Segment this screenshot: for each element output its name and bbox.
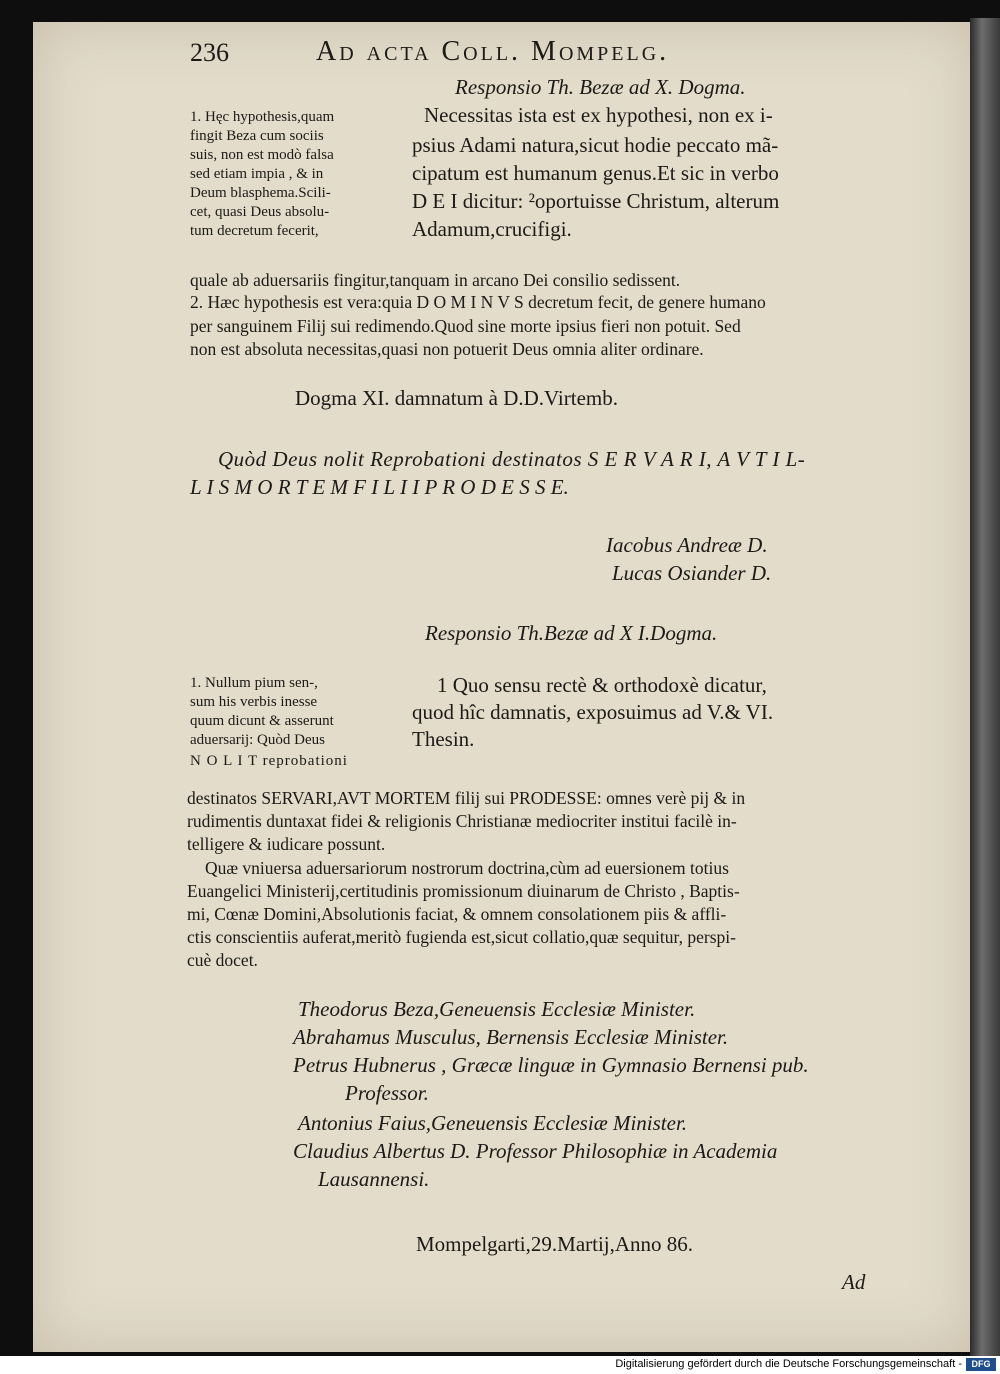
section1-main-line: Adamum,crucifigi. [412,217,572,241]
dogma-title: Dogma XI. damnatum à D.D.Virtemb. [295,386,618,410]
section2-continuation-line: destinatos SERVARI,AVT MORTEM filij sui PRODESSE: omnes verè pij & in [187,788,746,808]
catchword: Ad [842,1270,866,1294]
section2-continuation-line: rudimentis duntaxat fidei & religionis Christianæ mediocriter institui facilè in- [187,811,737,831]
signature-line: Abrahamus Musculus, Bernensis Ecclesiæ Minister. [293,1025,729,1049]
section1-main-line: cipatum est humanum genus.Et sic in verbo [412,161,779,185]
digitization-footer [0,1356,1000,1374]
signature-line: Antonius Faius,Geneuensis Ecclesiæ Minister. [298,1111,688,1135]
signature-line: Lausannensi. [318,1167,430,1191]
running-title: Ad acta Coll. Mompelg. [316,36,670,67]
section2-main-line: quod hîc damnatis, exposuimus ad V.& VI. [412,700,774,724]
dfg-logo: DFG [966,1358,996,1371]
page-number: 236 [190,38,229,67]
section2-margin-note-line: quum dicunt & asserunt [190,713,334,729]
section1-heading: Responsio Th. Bezæ ad X. Dogma. [455,75,746,99]
section1-continuation-line: quale ab aduersariis fingitur,tanquam in arcano Dei consilio sedissent. [190,270,681,290]
section2-margin-note-line: sum his verbis inesse [190,694,318,710]
section1-continuation-line: per sanguinem Filij sui redimendo.Quod sine morte ipsius fieri non potuit. Sed [190,316,741,336]
signatory-name: Iacobus Andreæ D. [606,533,768,557]
signature-line: Theodorus Beza,Geneuensis Ecclesiæ Minister. [298,997,696,1021]
dateline: Mompelgarti,29.Martij,Anno 86. [416,1232,694,1256]
book-spine-edge [970,18,1000,1356]
section2-margin-note-line: 1. Nullum pium sen-, [190,675,318,691]
signature-line: Professor. [345,1081,429,1105]
section2-paragraph-line: mi, Cœnæ Domini,Absolutionis faciat, & omnem consolationem piis & affli- [187,904,727,924]
section1-margin-note-line: Deum blasphema.Scili- [190,185,331,201]
signatory-name: Lucas Osiander D. [612,561,772,585]
signature-line: Petrus Hubnerus , Græcæ linguæ in Gymnasio Bernensi pub. [293,1053,809,1077]
section2-margin-note-line: aduersarij: Quòd Deus [190,732,325,748]
section1-main-line: psius Adami natura,sicut hodie peccato mã- [412,133,779,157]
section2-main-line: Thesin. [412,727,475,751]
section2-main-line: 1 Quo sensu rectè & orthodoxè dicatur, [437,673,767,697]
section1-margin-note-line: suis, non est modò falsa [190,147,334,163]
funding-notice: Digitalisierung gefördert durch die Deutsche Forschungsgemeinschaft - [615,1358,962,1370]
section2-paragraph-line: Euangelici Ministerij,certitudinis promissionum diuinarum de Christo , Baptis- [187,881,740,901]
section1-continuation-line: 2. Hæc hypothesis est vera:quia D O M I N V S decretum fecit, de genere humano [190,292,766,312]
section2-paragraph-line: cuè docet. [187,950,258,970]
dogma-statement-line: L I S M O R T E M F I L I I P R O D E S S E. [190,475,569,499]
dogma-statement-line: Quòd Deus nolit Reprobationi destinatos S E R V A R I, A V T I L- [218,447,806,471]
section2-margin-note-line: N O L I T reprobationi [190,753,348,769]
section1-margin-note-line: sed etiam impia , & in [190,166,324,182]
section2-continuation-line: telligere & iudicare possunt. [187,834,386,854]
section1-margin-note-line: cet, quasi Deus absolu- [190,204,330,220]
section1-main-line: Necessitas ista est ex hypothesi, non ex i- [424,103,773,127]
section1-main-line: D E I dicitur: ²oportuisse Christum, alterum [412,189,780,213]
section1-margin-note-line: 1. Hęc hypothesis,quam [190,109,335,125]
section2-paragraph-line: ctis conscientiis auferat,meritò fugienda est,sicut collatio,quæ sequitur, perspi- [187,927,736,947]
section1-margin-note-line: fingit Beza cum sociis [190,128,324,144]
section1-continuation-line: non est absoluta necessitas,quasi non potuerit Deus omnia aliter ordinare. [190,339,704,359]
section1-margin-note-line: tum decretum fecerit, [190,223,319,239]
section2-paragraph-line: Quæ vniuersa aduersariorum nostrorum doctrina,cùm ad euersionem totius [205,858,729,878]
signature-line: Claudius Albertus D. Professor Philosophiæ in Academia [293,1139,778,1163]
section2-heading: Responsio Th.Bezæ ad X I.Dogma. [425,621,718,645]
